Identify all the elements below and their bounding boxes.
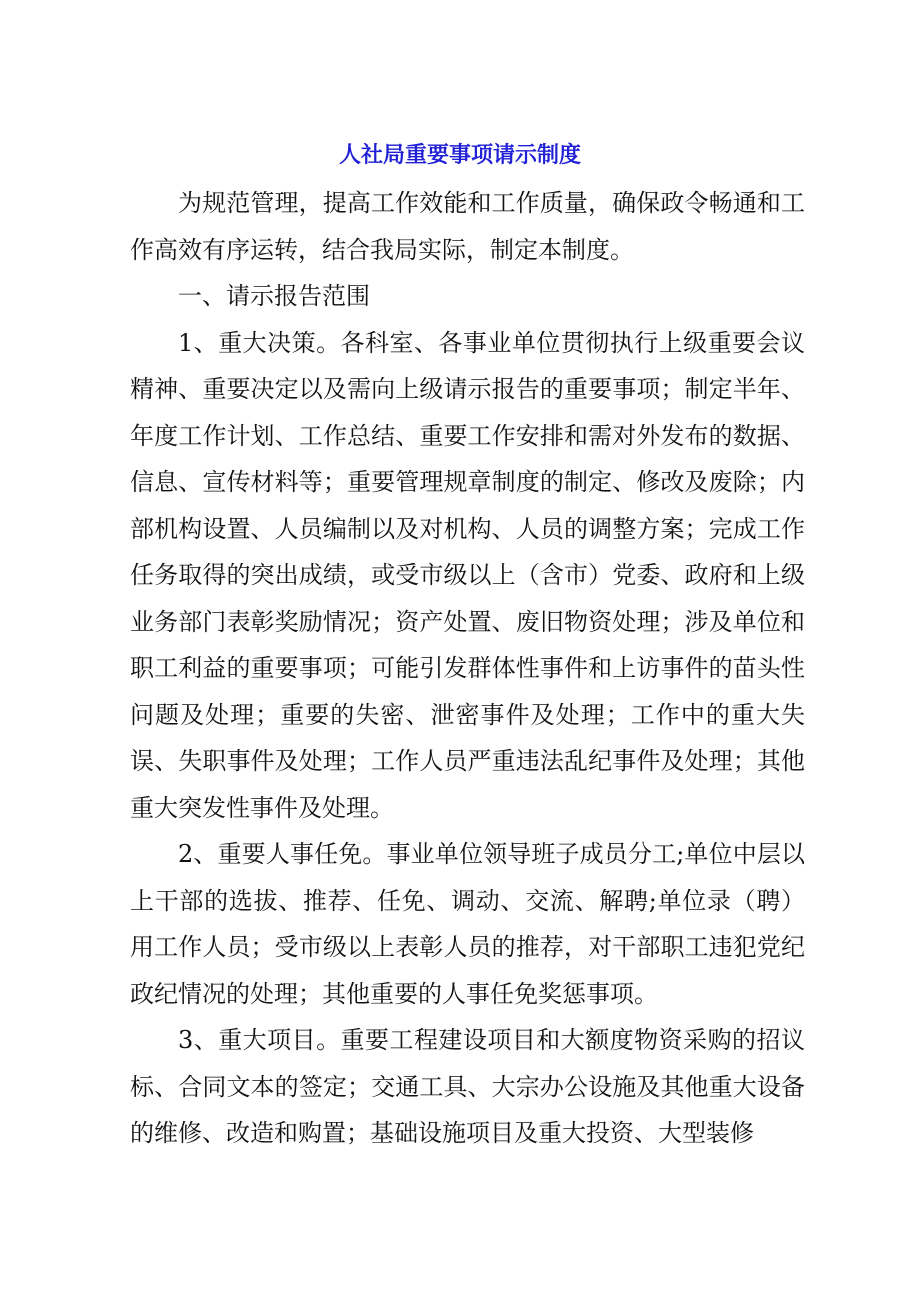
section-heading-scope: 一、请示报告范围 bbox=[178, 282, 370, 310]
paragraph-personnel-appointments: 2、重要人事任免。事业单位领导班子成员分工;单位中层以上干部的选拔、推荐、任免、调动、交流、解聘;单位录（聘）用工作人员；受市级以上表彰人员的推荐，对干部职工违犯党纪政纪情况的处理；其他重要的人事任免奖惩事项。 bbox=[130, 840, 805, 1008]
paragraph-major-projects: 3、重大项目。重要工程建设项目和大额度物资采购的招议标、合同文本的签定；交通工具、大宗办公设施及其他重大设备的维修、改造和购置；基础设施项目及重大投资、大型装修 bbox=[130, 1026, 805, 1147]
document-body bbox=[130, 180, 805, 1157]
intro-paragraph: 为规范管理，提高工作效能和工作质量，确保政令畅通和工作高效有序运转，结合我局实际，制定本制度。 bbox=[130, 189, 805, 264]
document-title: 人社局重要事项请示制度 bbox=[338, 143, 581, 168]
paragraph-major-decisions: 1、重大决策。各科室、各事业单位贯彻执行上级重要会议精神、重要决定以及需向上级请示报告的重要事项；制定半年、年度工作计划、工作总结、重要工作安排和需对外发布的数据、信息、宣传材料等；重要管理规章制度的制定、修改及废除；内部机构设置、人员编制以及对机构、人员的调整方案；完成工作任务取得的突出成绩，或受市级以上（含市）党委、政府和上级业务部门表彰奖励情况；资产处置、废旧物资处理；涉及单位和职工利益的重要事项；可能引发群体性事件和上访事件的苗头性问题及处理；重要的失密、泄密事件及处理；工作中的重大失误、失职事件及处理；工作人员严重违法乱纪事件及处理；其他重大突发性事件及处理。 bbox=[130, 328, 805, 822]
